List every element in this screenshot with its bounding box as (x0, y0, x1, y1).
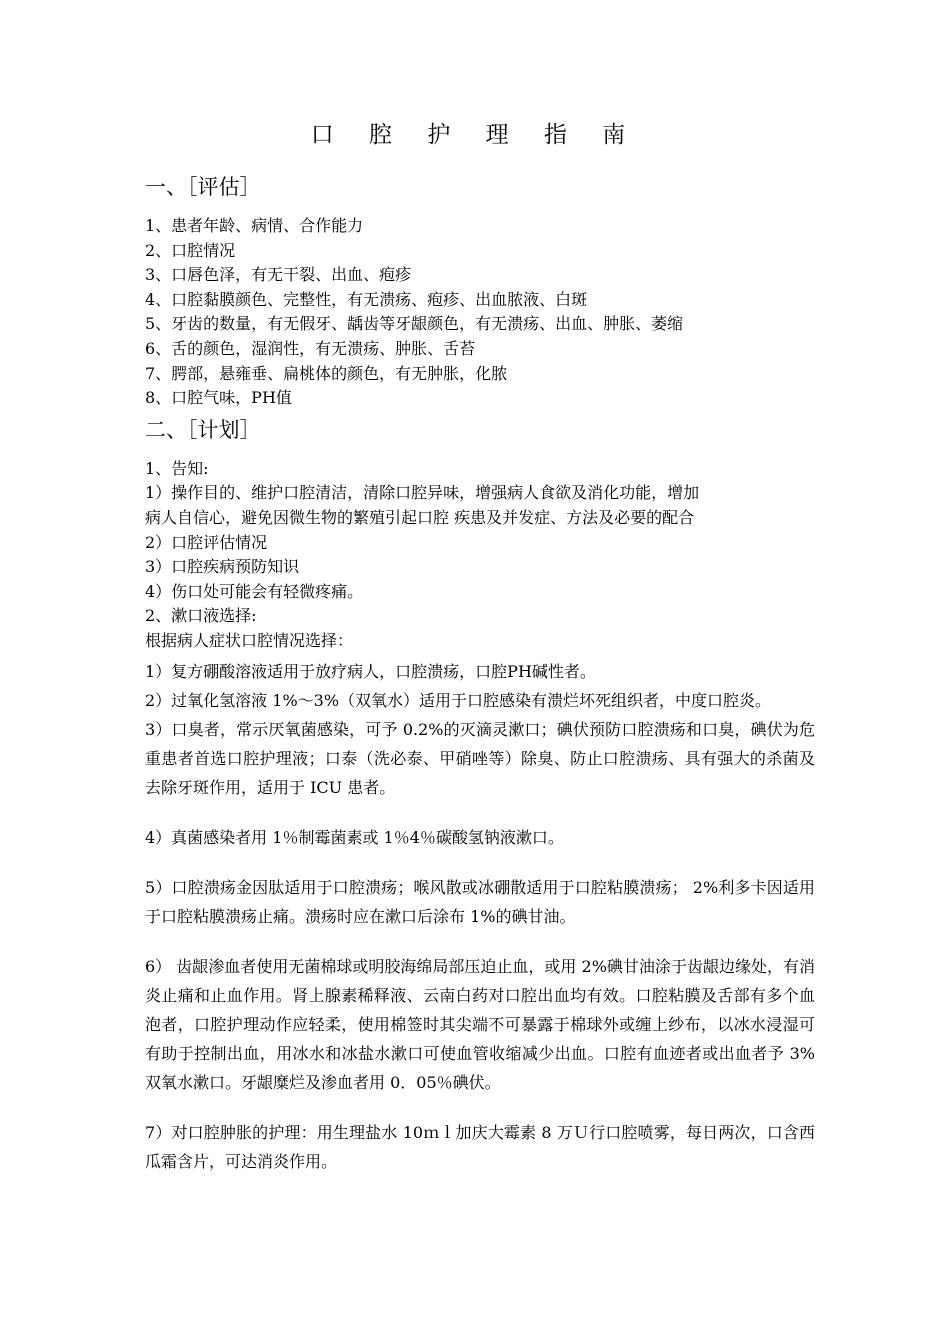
document-body (145, 170, 815, 1176)
section-heading-assessment: 一、［评估］ (145, 175, 261, 199)
assessment-item: 3、口唇色泽，有无干裂、出血、疱疹 (145, 265, 412, 285)
plan-line: 2、漱口液选择: (145, 606, 257, 626)
mouthwash-paragraph: 7）对口腔肿胀的护理：用生理盐水 10ｍｌ加庆大霉素 8 万Ｕ行口腔喷雾，每日两次，口含西瓜霜含片，可达消炎作用。 (145, 1122, 815, 1171)
plan-line: 1、告知: (145, 458, 209, 478)
plan-line: 3）口腔疾病预防知识 (145, 557, 300, 577)
plan-line: 根据病人症状口腔情况选择： (145, 630, 354, 650)
plan-line: 4）伤口处可能会有轻微疼痛。 (145, 581, 364, 601)
assessment-item: 4、口腔黏膜颜色、完整性，有无溃疡、疱疹、出血脓液、白斑 (145, 289, 588, 309)
assessment-item: 2、口腔情况 (145, 240, 236, 260)
mouthwash-paragraph: 5）口腔溃疡金因肽适用于口腔溃疡；喉风散或冰硼散适用于口腔粘膜溃疡； 2%利多卡因适用于口腔粘膜溃疡止痛。溃疡时应在漱口后涂布 1%的碘甘油。 (145, 877, 815, 926)
assessment-item: 1、患者年龄、病情、合作能力 (145, 216, 364, 235)
mouthwash-paragraph: 6） 齿龈渗血者使用无菌棉球或明胶海绵局部压迫止血，或用 2%碘甘油涂于齿龈边缘处，有消炎止痛和止血作用。肾上腺素稀释液、云南白药对口腔出血均有效。口腔粘膜及舌部有多个血泡者，口腔护理动作应轻柔，使用棉签时其尖端不可暴露于棉球外或缠上纱布，以冰水浸湿可有助于控制出血，用冰水和冰盐水漱口可使血管收缩减少出血。口腔有血迹者或出血者予 3%双氧水漱口。牙龈糜烂及渗血者用 0．05％碘伏。 (145, 956, 815, 1092)
mouthwash-paragraph: 1）复方硼酸溶液适用于放疗病人，口腔溃疡，口腔PH碱性者。 (145, 661, 596, 681)
mouthwash-paragraph: 4）真菌感染者用 1％制霉菌素或 1％4％碳酸氢钠液漱口。 (145, 827, 564, 847)
assessment-item: 6、舌的颜色，湿润性，有无溃疡、肿胀、舌苔 (145, 338, 476, 358)
assessment-item: 8、口腔气味，PH值 (145, 388, 292, 408)
assessment-item: 7、腭部，悬雍垂、扁桃体的颜色，有无肿胀，化脓 (145, 363, 508, 383)
assessment-item: 5、牙齿的数量，有无假牙、龋齿等牙龈颜色，有无溃疡、出血、肿胀、萎缩 (145, 314, 684, 334)
page-title: 口 腔 护 理 指 南 (310, 122, 640, 148)
mouthwash-paragraph: 2）过氧化氢溶液 1%～3%（双氧水）适用于口腔感染有溃烂坏死组织者，中度口腔炎。 (145, 690, 772, 710)
section-heading-plan: 二、［计划］ (145, 417, 261, 442)
plan-line: 1）操作目的、维护口腔清洁，清除口腔异味，增强病人食欲及消化功能，增加 (145, 483, 700, 503)
plan-line: 2）口腔评估情况 (145, 532, 268, 552)
mouthwash-paragraph: 3）口臭者，常示厌氧菌感染，可予 0.2%的灭滴灵漱口；碘伏预防口腔溃疡和口臭，碘伏为危重患者首选口腔护理液；口泰（洗必泰、甲硝唑等）除臭、防止口腔溃疡、具有强大的杀菌及去除牙斑作用，适用于 ICU 患者。 (145, 719, 815, 797)
plan-line: 病人自信心，避免因微生物的繁殖引起口腔 疾患及并发症、方法及必要的配合 (145, 507, 695, 527)
